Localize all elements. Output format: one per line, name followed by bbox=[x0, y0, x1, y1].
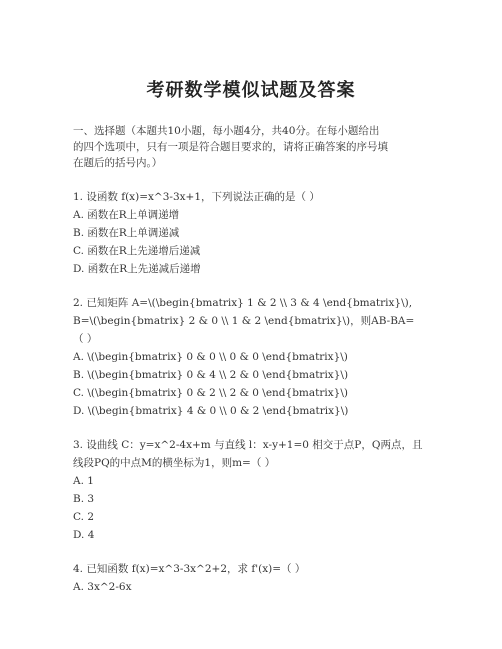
question-2-stem-line-2: B=\(\begin{bmatrix} 2 & 0 \\ 1 & 2 \end{bmatrix}\)，则AB-BA= bbox=[73, 315, 415, 327]
question-1-stem: 1. 设函数 f(x)=x^3-3x+1，下列说法正确的是（ ） bbox=[73, 191, 320, 203]
question-3-stem-line-2: 线段PQ的中点M的横坐标为1，则m=（ ） bbox=[73, 457, 276, 469]
question-4-option-a: A. 3x^2-6x bbox=[73, 581, 132, 593]
question-2-option-a: A. \(\begin{bmatrix} 0 & 0 \\ 0 & 0 \end{bmatrix}\) bbox=[73, 351, 348, 363]
question-4-stem: 4. 已知函数 f(x)=x^3-3x^2+2，求 f'(x)=（ ） bbox=[73, 563, 306, 575]
page-title: 考研数学模似试题及答案 bbox=[146, 80, 356, 101]
question-1-option-c: C. 函数在R上先递增后递减 bbox=[73, 245, 201, 257]
question-1-option-a: A. 函数在R上单调递增 bbox=[73, 209, 180, 221]
question-1-option-b: B. 函数在R上单调递减 bbox=[73, 227, 180, 239]
question-2-option-c: C. \(\begin{bmatrix} 0 & 2 \\ 2 & 0 \end{bmatrix}\) bbox=[73, 387, 348, 399]
question-3-stem-line-1: 3. 设曲线 C：y=x^2-4x+m 与直线 l：x-y+1=0 相交于点P，Q两点，且 bbox=[73, 439, 423, 451]
question-2-stem-line-1: 2. 已知矩阵 A=\(\begin{bmatrix} 1 & 2 \\ 3 & 4 \end{bmatrix}\), bbox=[73, 297, 413, 309]
question-3-option-b: B. 3 bbox=[73, 493, 95, 505]
question-2-option-d: D. \(\begin{bmatrix} 4 & 0 \\ 0 & 2 \end{bmatrix}\) bbox=[73, 405, 349, 417]
question-3-option-a: A. 1 bbox=[73, 475, 94, 487]
section-header-line-3: 在题后的括号内。） bbox=[73, 157, 163, 169]
question-3-option-d: D. 4 bbox=[73, 529, 95, 541]
section-header-line-1: 一、选择题（本题共10小题，每小题4分，共40分。在每小题给出 bbox=[73, 125, 380, 137]
question-1-option-d: D. 函数在R上先递减后递增 bbox=[73, 263, 201, 275]
question-2-stem-line-3: （ ） bbox=[73, 333, 98, 345]
section-header-line-2: 的四个选项中，只有一项是符合题目要求的，请将正确答案的序号填 bbox=[73, 141, 388, 153]
question-2-option-b: B. \(\begin{bmatrix} 0 & 4 \\ 2 & 0 \end{bmatrix}\) bbox=[73, 369, 349, 381]
question-3-option-c: C. 2 bbox=[73, 511, 95, 523]
